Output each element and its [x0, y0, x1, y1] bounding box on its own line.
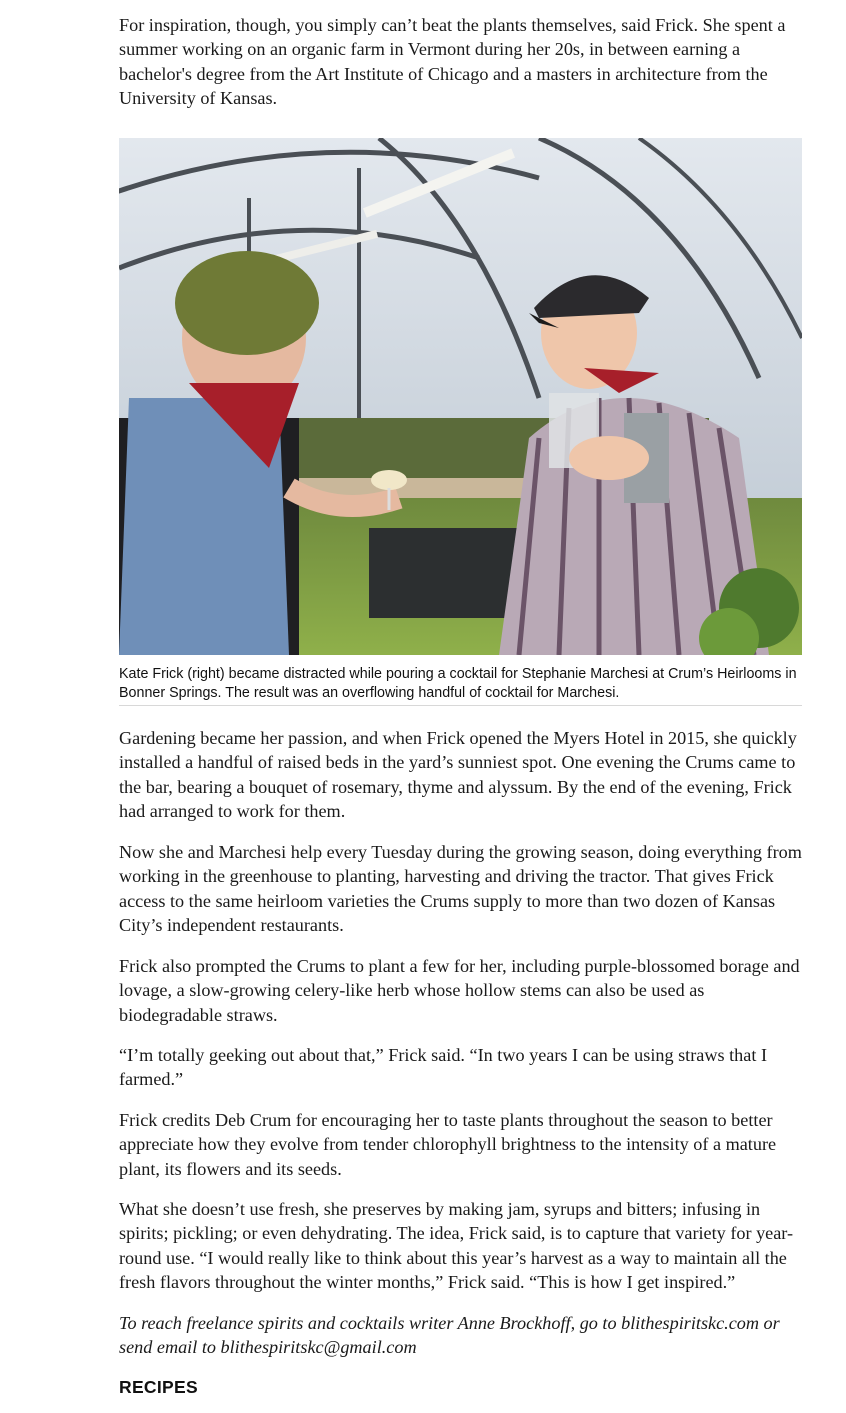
article-figure: [119, 138, 802, 706]
photo-illustration: [119, 138, 802, 655]
section-heading-recipes: RECIPES: [119, 1377, 198, 1397]
photo-caption: Kate Frick (right) became distracted while pouring a cocktail for Stephanie Marchesi at Crum’s Heirlooms in Bonner Springs. The result was an overflowing handful of cocktail for Marchesi.: [119, 665, 802, 706]
article-paragraph: Now she and Marchesi help every Tuesday during the growing season, doing everything from working in the greenhouse to planting, harvesting and driving the tractor. That gives Frick access to the same heirloom varieties the Crums supply to more than two dozen of Kansas City’s independent restaurants.: [119, 842, 802, 935]
article-paragraph: “I’m totally geeking out about that,” Frick said. “In two years I can be using straws that I farmed.”: [119, 1045, 768, 1090]
article-paragraph: What she doesn’t use fresh, she preserves by making jam, syrups and bitters; infusing in spirits; pickling; or even dehydrating. The idea, Frick said, is to capture that variety for year-round use. “I would really like to think about this year’s harvest as a way to maintain all the fresh flavors throughout the winter months,” Frick said. “This is how I get inspired.”: [119, 1199, 794, 1292]
author-byline: To reach freelance spirits and cocktails writer Anne Brockhoff, go to blithespiritskc.com or send email to blithespiritskc@gmail.com: [119, 1313, 780, 1358]
article-paragraph: Frick credits Deb Crum for encouraging her to taste plants throughout the season to better appreciate how they evolve from tender chlorophyll brightness to the intensity of a mature plant, its flowers and its seeds.: [119, 1110, 777, 1179]
article-paragraph: Frick also prompted the Crums to plant a few for her, including purple-blossomed borage and lovage, a slow-growing celery-like herb whose hollow stems can also be used as biodegradable straws.: [119, 956, 800, 1025]
article-paragraph: For inspiration, though, you simply can’t beat the plants themselves, said Frick. She spent a summer working on an organic farm in Vermont during her 20s, in between earning a bachelor's degree from the Art Institute of Chicago and a masters in architecture from the University of Kansas.: [119, 15, 786, 108]
article-paragraph: Gardening became her passion, and when Frick opened the Myers Hotel in 2015, she quickly installed a handful of raised beds in the yard’s sunniest spot. One evening the Crums came to the bar, bearing a bouquet of rosemary, thyme and alyssum. By the end of the evening, Frick had arranged to work for them.: [119, 728, 797, 821]
greenhouse-photo[interactable]: [119, 138, 802, 655]
